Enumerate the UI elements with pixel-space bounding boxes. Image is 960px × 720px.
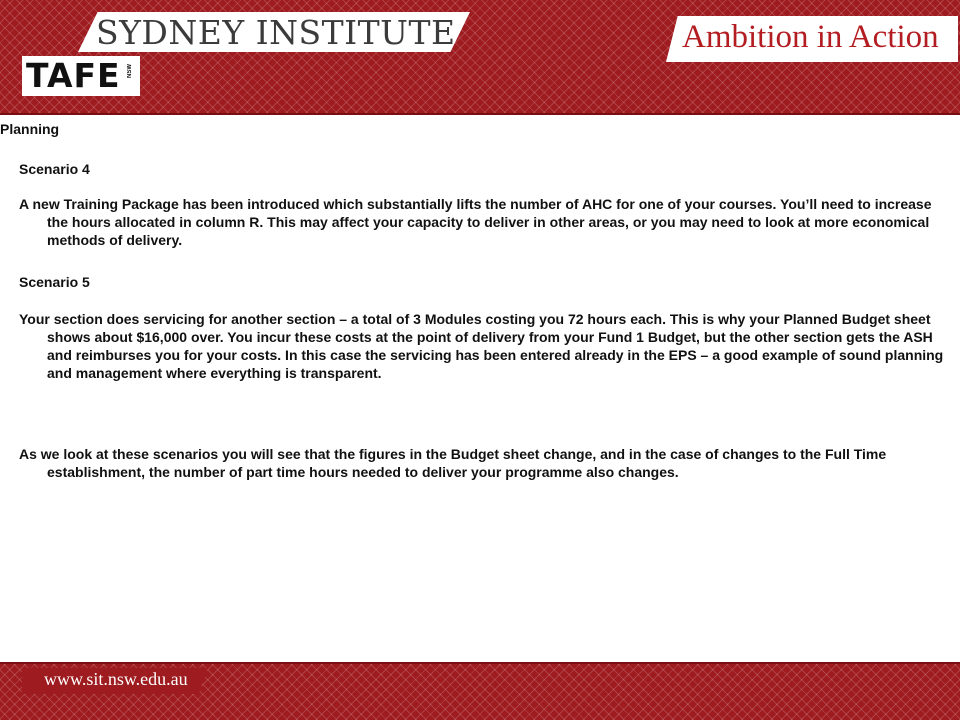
slide-heading: Planning xyxy=(0,121,60,137)
tafe-logo-text: TAFE xyxy=(26,56,121,95)
scenario-5-text: Your section does servicing for another section – a total of 3 Modules costing you 72 hours each. This is why your Planned Budget sheet shows about $16,000 over. You incur these costs at the point of delivery from your Fund 1 Budget, but the other section gets the ASH and reimburses you for your costs. In this case the servicing has been entered already in the EPS – a good example of sound planning and management where everything is transparent. xyxy=(19,311,944,381)
institute-name: SYDNEY INSTITUTE xyxy=(96,13,456,52)
scenario-5-title: Scenario 5 xyxy=(19,274,90,290)
closing-text: As we look at these scenarios you will see that the figures in the Budget sheet change, and in the case of changes to the Full Time establishment, the number of part time hours needed to deliver your programme also changes. xyxy=(19,446,887,480)
header-divider xyxy=(0,113,960,115)
scenario-4-title: Scenario 4 xyxy=(19,161,90,177)
website-url: www.sit.nsw.edu.au xyxy=(44,669,188,689)
tafe-logo-sub: NSW xyxy=(127,64,133,78)
tagline: Ambition in Action xyxy=(682,19,939,55)
scenario-4-text: A new Training Package has been introduced which substantially lifts the number of AHC for one of your courses. You’ll need to increase the hours allocated in column R. This may affect your capacity to deliver in other areas, or you may need to look at more economical methods of delivery. xyxy=(19,196,932,248)
